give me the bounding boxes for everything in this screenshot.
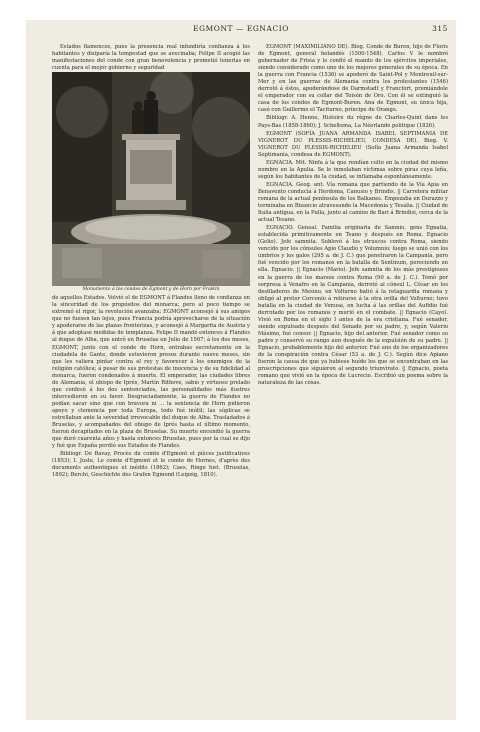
entry-egnacia-mit: EGNACIA. Mit. Ninfa á la que rendían culto en la ciudad del mismo nombre en la Apulia. Se le inmolaban víctimas sobre piras cuya leña, según los habitantes de la ciudad, se inflamaba espontáneamente.: [258, 159, 448, 180]
left-column: [52, 44, 250, 479]
entry-egnacia-geog: EGNACIA. Geog. ant. Vía romana que partiendo de la Vía Apia en Benavento conducía á Herdoma, Canusio y Brindis. || Carretera militar romana de la actual península de los Balkanes. Empezaba en Durazzo y terminaba en Bizancio atravesando la Macedonia y Tesalia. || Ciudad de Italia antigua, en la Pulla, junto al camino de Bari á Brindisi, cerca de la actual Tesano.: [258, 181, 449, 224]
entry-egmont-maximiliano: EGMONT (MAXIMILIANO DE). Biog. Conde de Buren, hijo de Floris de Egmont, general holandés (1500-1548). Carlos V le nombró gobernador de Frisia y le confió el mando de los ejércitos imperiales, siendo considerado como uno de los mejores generales de su época. En la guerra con Francia (1536) se apoderó de Saint-Pol y Montreuil-sur-Mer y en las guerras de Alemania contra los protestantes (1546) derrotó á éstos, apoderándose de Darmstadt y Francfort, premiándole el emperador con su collar del Toisón de Oro. Con él se extinguió la casa de los condes de Egmont-Buren. Ana de Egmont, su única hija, casó con Guillermo el Taciturno, príncipe de Orange.: [258, 44, 448, 114]
right-column: [258, 44, 448, 387]
photo-caption: Monumento á los condes de Egmont y de Horn por Fraikin: [82, 287, 220, 293]
entry-egmont-maximiliano-bibliography: Bibliogr. A. Henne, Histoire du règne de Charles-Quint dans les Pays-Bas (1858-1860); J. Scheltema, La Néerlande politique (1826).: [258, 115, 448, 129]
running-title: EGMONT — EGNACIO: [193, 24, 289, 33]
paragraph-egmont-continued: Estados flamencos, pues la presencia real infundiría confianza á los habitantes y disiparía la tempestad que se avecinaba; Felipe II acogió las manifestaciones del conde con gran benevolencia y prometió tenerlas en cuenta para el mejor gobierno y seguridad: [52, 44, 250, 72]
paragraph-egmont-biography: de aquellos Estados. Volvió el de EGMONT á Flandes lleno de confianza en la sinceridad de los propósitos del monarca; pero al poco tiempo se extremó el rigor, la revolución avanzaba; EGMONT aconsejó á sus amigos que no fuesen tan lejos, pues Francia podría aprovecharse de la situación y apoderarse de las plazas fronterizas, y aconsejó á Margarita de Austria y á que adoptase medidas de templanza. Felipe II mandó entonces á Flandes al duque de Alba, que entró en Bruselas en Julio de 1567; á los dos meses, EGMONT, junto con el conde de Horn, entrabas secretamente en la ciudadela de Gante, donde estuvieron presos durante nueve meses, sin que les valiera pintar contra el rey y favorecer á los enemigos de la religión católica; á pesar de sus protestas de inocencia y de su fidelidad al monarca, fueron condenados á muerte. El emperador, las ciudades libres de Alemania, el obispo de Iprés, Martín Rithove, sabio y virtuoso prelado que confesó á los dos sentenciados, las personalidades más ilustres intercedieron en su favor. Desgraciadamente, la guerra de Flandes no podían sacar sino que con bravura ni ... la sentencia de Horn pidieron apoyo y clemencia por toda Europa, todo fué inútil; las súplicas se estrellaban ante la severidad irrevocable del duque de Alba. Trasladados á Bruselas, y acompañados del obispo de Iprés hasta el último momento, fueron decapitados en la plaza de Bruselas. Su muerte encendió la guerra que duró cuarenta años y hasta entonces Bruselas, pues por la cual se dijo y fué que España perdió sus Estados de Flandes.: [52, 295, 250, 450]
entry-egmont-sofia: EGMONT (SOFÍA JUANA ARMANDA ISABEL SEPTIMANIA DE VIGNEROT DU PLESSIS-RICHELIEU, CONDESA DE). Biog. V. VIGNEROT DU PLESSIS-RICHELIEU (Sofía Juana Armanda Isabel Septimania, condesa de EGMONT).: [258, 130, 448, 158]
entry-egnacio: EGNACIO. Geneal. Familia originaria de Samnio, gens Egnatia, establecida primitivamente en Teano y después en Roma. Egnacio (Gelio). Jefe samnita. Sublevó á los etruscos contra Roma, siendo vencido por los cónsules Apio Claudio y Volumnio; luego se unió con los umbrios y los galos (295 a. de J. C.) que penetraron la Campania, pero fué vencido por los romanos en la batalla de Sentinum, pereciendo en ella. Egnacio. || Egnacio (Mario). Jefe samnita de los más prestigiosos en la guerra de los marsos contra Roma (90 a. de J. C.). Tomó por sorpresa á Venafro en la Campania, derrotó al cónsul L. César en los desfiladeros de Mesino, en Volturno batió á la retaguardia romana y obligó al pretor Corconio á retirarse á la otra orilla del Volturno; tuvo batalla en la ciudad de Venusa, en lucha á las orillas del Aufidio fué derrotado por los romanos y murió en el combate. || Egnacio (Cayo). Vivió en Roma en el siglo I antes de la era cristiana. Fué senador, siendo expulsado después del Senado por su padre, y, según Valerio Máximo, fué censor. || Egnacio, hijo del anterior. Fué senador como su padre y conservó su rango aun después de la expulsión de su padre. || Egnacio, probablemente hijo del anterior. Fué uno de los organizadores de la conspiración contra César (53 a. de J. C.). Según dice Apiano fueron la causa de que ya hubiese huído los que se encontraban en las proscripciones que siguieron al segundo triunvirato. || Egnacio, poeta romano que vivió en la época de Lucrecio. Escribió un poema sobre la naturaleza de las cosas.: [258, 225, 448, 387]
document-page: [26, 20, 456, 720]
page-header: [26, 24, 456, 36]
paragraph-egmont-bibliography: Bibliogr. De Bavay, Procès du comte d'Egmont et pièces justificatives (1853); I. Juste, Le comte d'Egmont et le comte de Hornes, d'après des documents authentiques et inédits (1862); Caes, Ringe hist. (Bruselas, 1892); Berchi, Geschichte des Grafen Egmond (Leipzig, 1810).: [52, 451, 250, 479]
page-number: 315: [432, 24, 448, 33]
monument-illustration: [52, 72, 250, 286]
monument-photo: [52, 72, 250, 286]
